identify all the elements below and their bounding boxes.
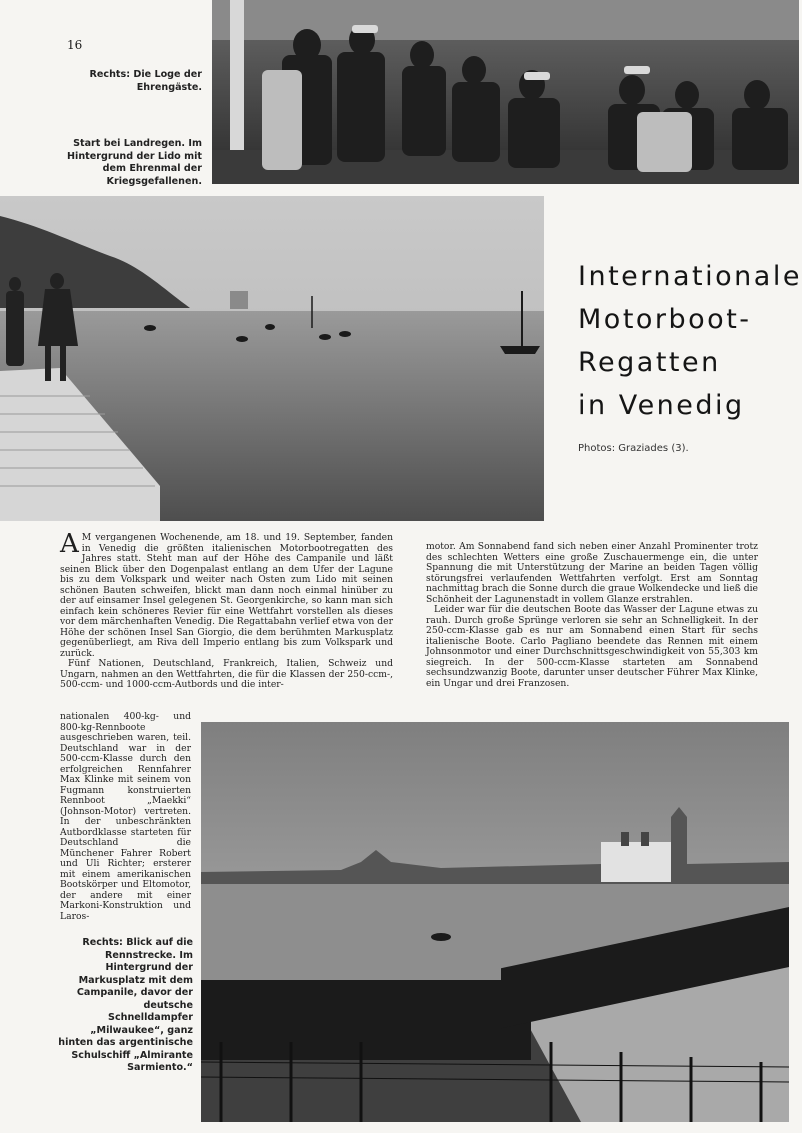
article-column-1-narrow [60, 711, 191, 922]
article-paragraph-3: motor. Am Sonnabend fand sich neben einer Anzahl Prominenter trotz des schlechten Wetters eine große Zuschauermenge ein, die unter Spannung die mit Unterstützung der Marine an beiden Tagen völlig störungsfrei verlaufenden Wettfahrten verfolgt. Erst am Sonntag nachmittag brach die Sonne durch die graue Wolkendecke und ließ die Schönheit der Lagunenstadt in vollem Glanze erstrahlen. [426, 541, 758, 605]
article-column-2 [426, 542, 758, 707]
photo-start-in-rain [0, 196, 544, 521]
photo-race-course [201, 722, 789, 1122]
headline-line-1: Internationale [578, 261, 802, 292]
article-paragraph-4: Leider war für die deutschen Boote das Wasser der Lagune etwas zu rauh. Durch große Sprünge verloren sie sehr an Schnelligkeit. In der 250-ccm-Klasse gab es nur am Sonnabend einen Start für sechs italienische Boote. Carlo Pagliano beendete das Rennen mit einem Johnsonmotor und einer Durchschnittsgeschwindigkeit von 55,303 km siegreich. In der 500-ccm-Klasse starteten am Sonnabend sechsundzwanzig Boote, darunter unser deutscher Führer Max Klinke, ein Ungar und drei Franzosen. [426, 604, 758, 689]
caption-start-rain: Start bei Landregen. Im Hintergrund der Lido mit dem Ehrenmal der Kriegsgefallenen. [67, 138, 202, 187]
headline-line-3: Regatten [578, 347, 721, 378]
headline-line-4: in Venedig [578, 390, 745, 421]
photo-credit: Photos: Graziades (3). [578, 443, 689, 454]
article-column-1 [60, 529, 393, 729]
article-paragraph-1: M vergangenen Wochenende, am 18. und 19. September, fanden in Venedig die größten italienischen Motorbootregatten des Jahres statt. Steht man auf der Höhe des Campanile und läßt seinen Blick über den Dogenpalast entlang an dem Ufer der Lagune bis zu dem Volkspark und weiter nach Osten zum Lido mit seinen schönen Bauten schweifen, blickt man dann noch einmal hinüber zu der auf einsamer Insel gelegenen St. Georgenkirche, so kann man sich einfach kein schöneres Revier für eine Wettfahrt vorstellen als dieses vor dem märchenhaften Venedig. Die Regattabahn verlief etwa von der Höhe der schönen Insel San Giorgio, die dem berühmten Markusplatz gegenüberliegt, am Riva dell Imperio entlang bis zum Volkspark und zurück. [60, 532, 393, 659]
caption-honor-box: Rechts: Die Loge der Ehrengäste. [89, 69, 202, 93]
drop-cap: A [60, 529, 79, 559]
caption-race-course: Rechts: Blick auf die Rennstrecke. Im Hintergrund der Markusplatz mit dem Campanile, davor der deutsche Schnelldampfer „Milwaukee“, ganz hinten das argentinische Schulschiff „Almirante Sarmiento.“ [58, 937, 193, 1073]
article-paragraph-2a: Fünf Nationen, Deutschland, Frankreich, Italien, Schweiz und Ungarn, nahmen an den Wettfahrten, die für die Klassen der 250-ccm-, 500-ccm- und 1000-ccm-Autbords und die inter- [60, 658, 393, 690]
page-number: 16 [67, 38, 83, 52]
photo-honor-box [212, 0, 799, 184]
article-paragraph-2b: nationalen 400-kg- und 800-kg-Rennboote ausgeschrieben waren, teil. Deutschland war in der 500-ccm-Klasse durch den erfolgreichen Rennfahrer Max Klinke mit seinem von Fugmann konstruierten Rennboot „Maekki“ (Johnson-Motor) vertreten. In der unbeschränkten Autbordklasse starteten für Deutschland die Münchener Fahrer Robert und Uli Richter; ersterer mit einem amerikanischen Bootskörper und Eltomotor, der andere mit einer Markoni-Konstruktion und Laros- [60, 711, 191, 922]
headline-line-2: Motorboot- [578, 304, 752, 335]
headline [578, 255, 802, 427]
